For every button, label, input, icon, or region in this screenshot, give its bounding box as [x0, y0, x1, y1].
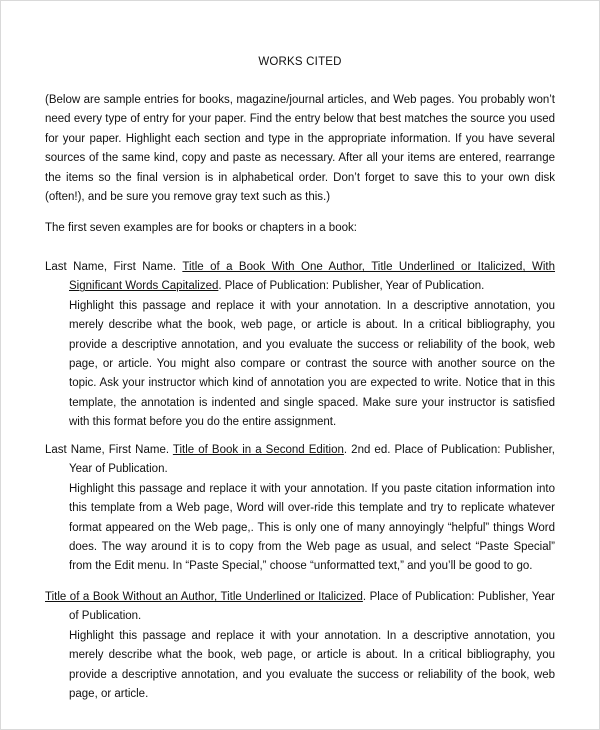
annotation: Highlight this passage and replace it with your annotation. In a descriptive annotation, you merely describe what the book, web page, or article is about. In a critical bibliography, you provide a descriptive annotation, and you evaluate the success or reliability of the book, web page, or article. You might also compare or contrast the source with another source on the topic. Ask your instructor which kind of annotation you are expected to write. Notice that in this template, the annotation is indented and single spaced. Make sure your instructor is satisfied with this format before you do the entire assignment.	[69, 299, 555, 429]
works-cited-entry	[45, 258, 555, 433]
citation	[45, 588, 555, 627]
citation-publication: . Place of Publication: Publisher, Year of Publication.	[69, 591, 555, 623]
page-title: WORKS CITED	[258, 56, 342, 68]
citation-author: Last Name, First Name.	[45, 444, 173, 456]
citation-title: Title of a Book Without an Author, Title Underlined or Italicized	[45, 591, 363, 603]
section-lead: The first seven examples are for books or chapters in a book:	[45, 222, 357, 234]
citation	[45, 258, 555, 297]
works-cited-entry	[45, 441, 555, 577]
annotation: Highlight this passage and replace it with your annotation. In a descriptive annotation, you merely describe what the book, web page, or article is about. In a critical bibliography, you provide a descriptive annotation, and you evaluate the success or reliability of the book, web page, or article.	[69, 629, 555, 701]
annotation: Highlight this passage and replace it with your annotation. If you paste citation information into this template from a Web page, Word will over-ride this template and try to replicate whatever format appeared on the Web page,. This is only one of many annoyingly “helpful” things Word does. The way around it is to copy from the Web page as usual, and select “Paste Special” from the Edit menu. In “Paste Special,” choose “unformatted text,” and you’ll be good to go.	[69, 482, 555, 573]
citation-publication: . Place of Publication: Publisher, Year of Publication.	[218, 280, 485, 293]
citation-title: Title of a Book With One Author, Title Underlined or Italicized, With Significant Words Capitalized	[69, 261, 556, 293]
citation	[45, 441, 555, 480]
works-cited-entry	[45, 588, 555, 704]
citation-author: Last Name, First Name.	[45, 261, 183, 273]
citation-publication: . 2nd ed. Place of Publication: Publisher, Year of Publication.	[69, 444, 555, 476]
instructions-paragraph: (Below are sample entries for books, magazine/journal articles, and Web pages. You probably won’t need every type of entry for your paper. Find the entry below that best matches the source you used for your paper. Highlight each section and type in the appropriate information. If you have several sources of the same kind, copy and paste as necessary. After all your items are entered, rearrange the items so the final version is in alphabetical order. Don’t forget to save this to your own disk (often!), and be sure you remove gray text such as this.)	[45, 94, 555, 204]
citation-title: Title of Book in a Second Edition	[172, 444, 344, 456]
